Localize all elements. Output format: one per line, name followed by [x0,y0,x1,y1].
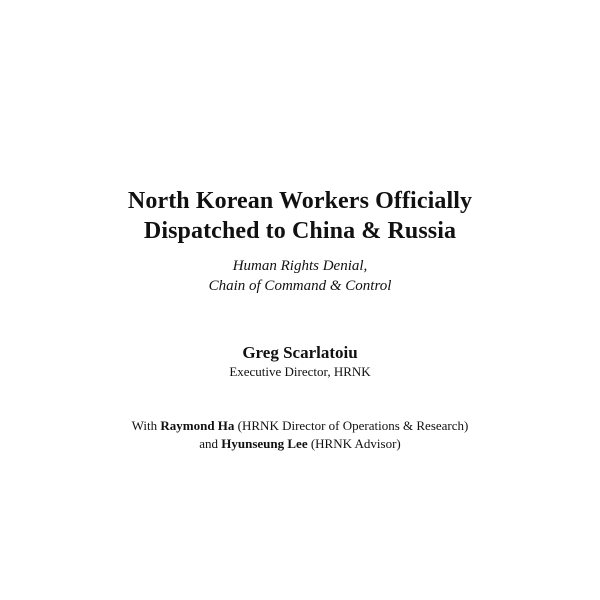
subtitle-line-2: Chain of Command & Control [208,278,392,294]
contributor-line-1 [0,417,600,435]
author-block [0,343,600,381]
author-name: Greg Scarlatoiu [242,343,358,362]
contributor-prefix: With [131,418,161,433]
contributor-1-name: Raymond Ha [160,418,235,433]
title-line-2: Dispatched to China & Russia [143,218,457,244]
contributor-1-role: (HRNK Director of Operations & Research) [234,418,469,433]
author-role: Executive Director, HRNK [229,364,371,379]
document-title [0,186,600,246]
contributor-conjunction: and [199,436,222,451]
contributor-2-name: Hyunseung Lee [221,436,308,451]
contributor-2-role: (HRNK Advisor) [307,436,401,451]
contributor-line-2 [0,435,600,453]
title-line-1: North Korean Workers Officially [127,188,473,214]
subtitle-line-1: Human Rights Denial, [232,258,368,274]
contributors-block [0,417,600,453]
document-subtitle [0,256,600,296]
